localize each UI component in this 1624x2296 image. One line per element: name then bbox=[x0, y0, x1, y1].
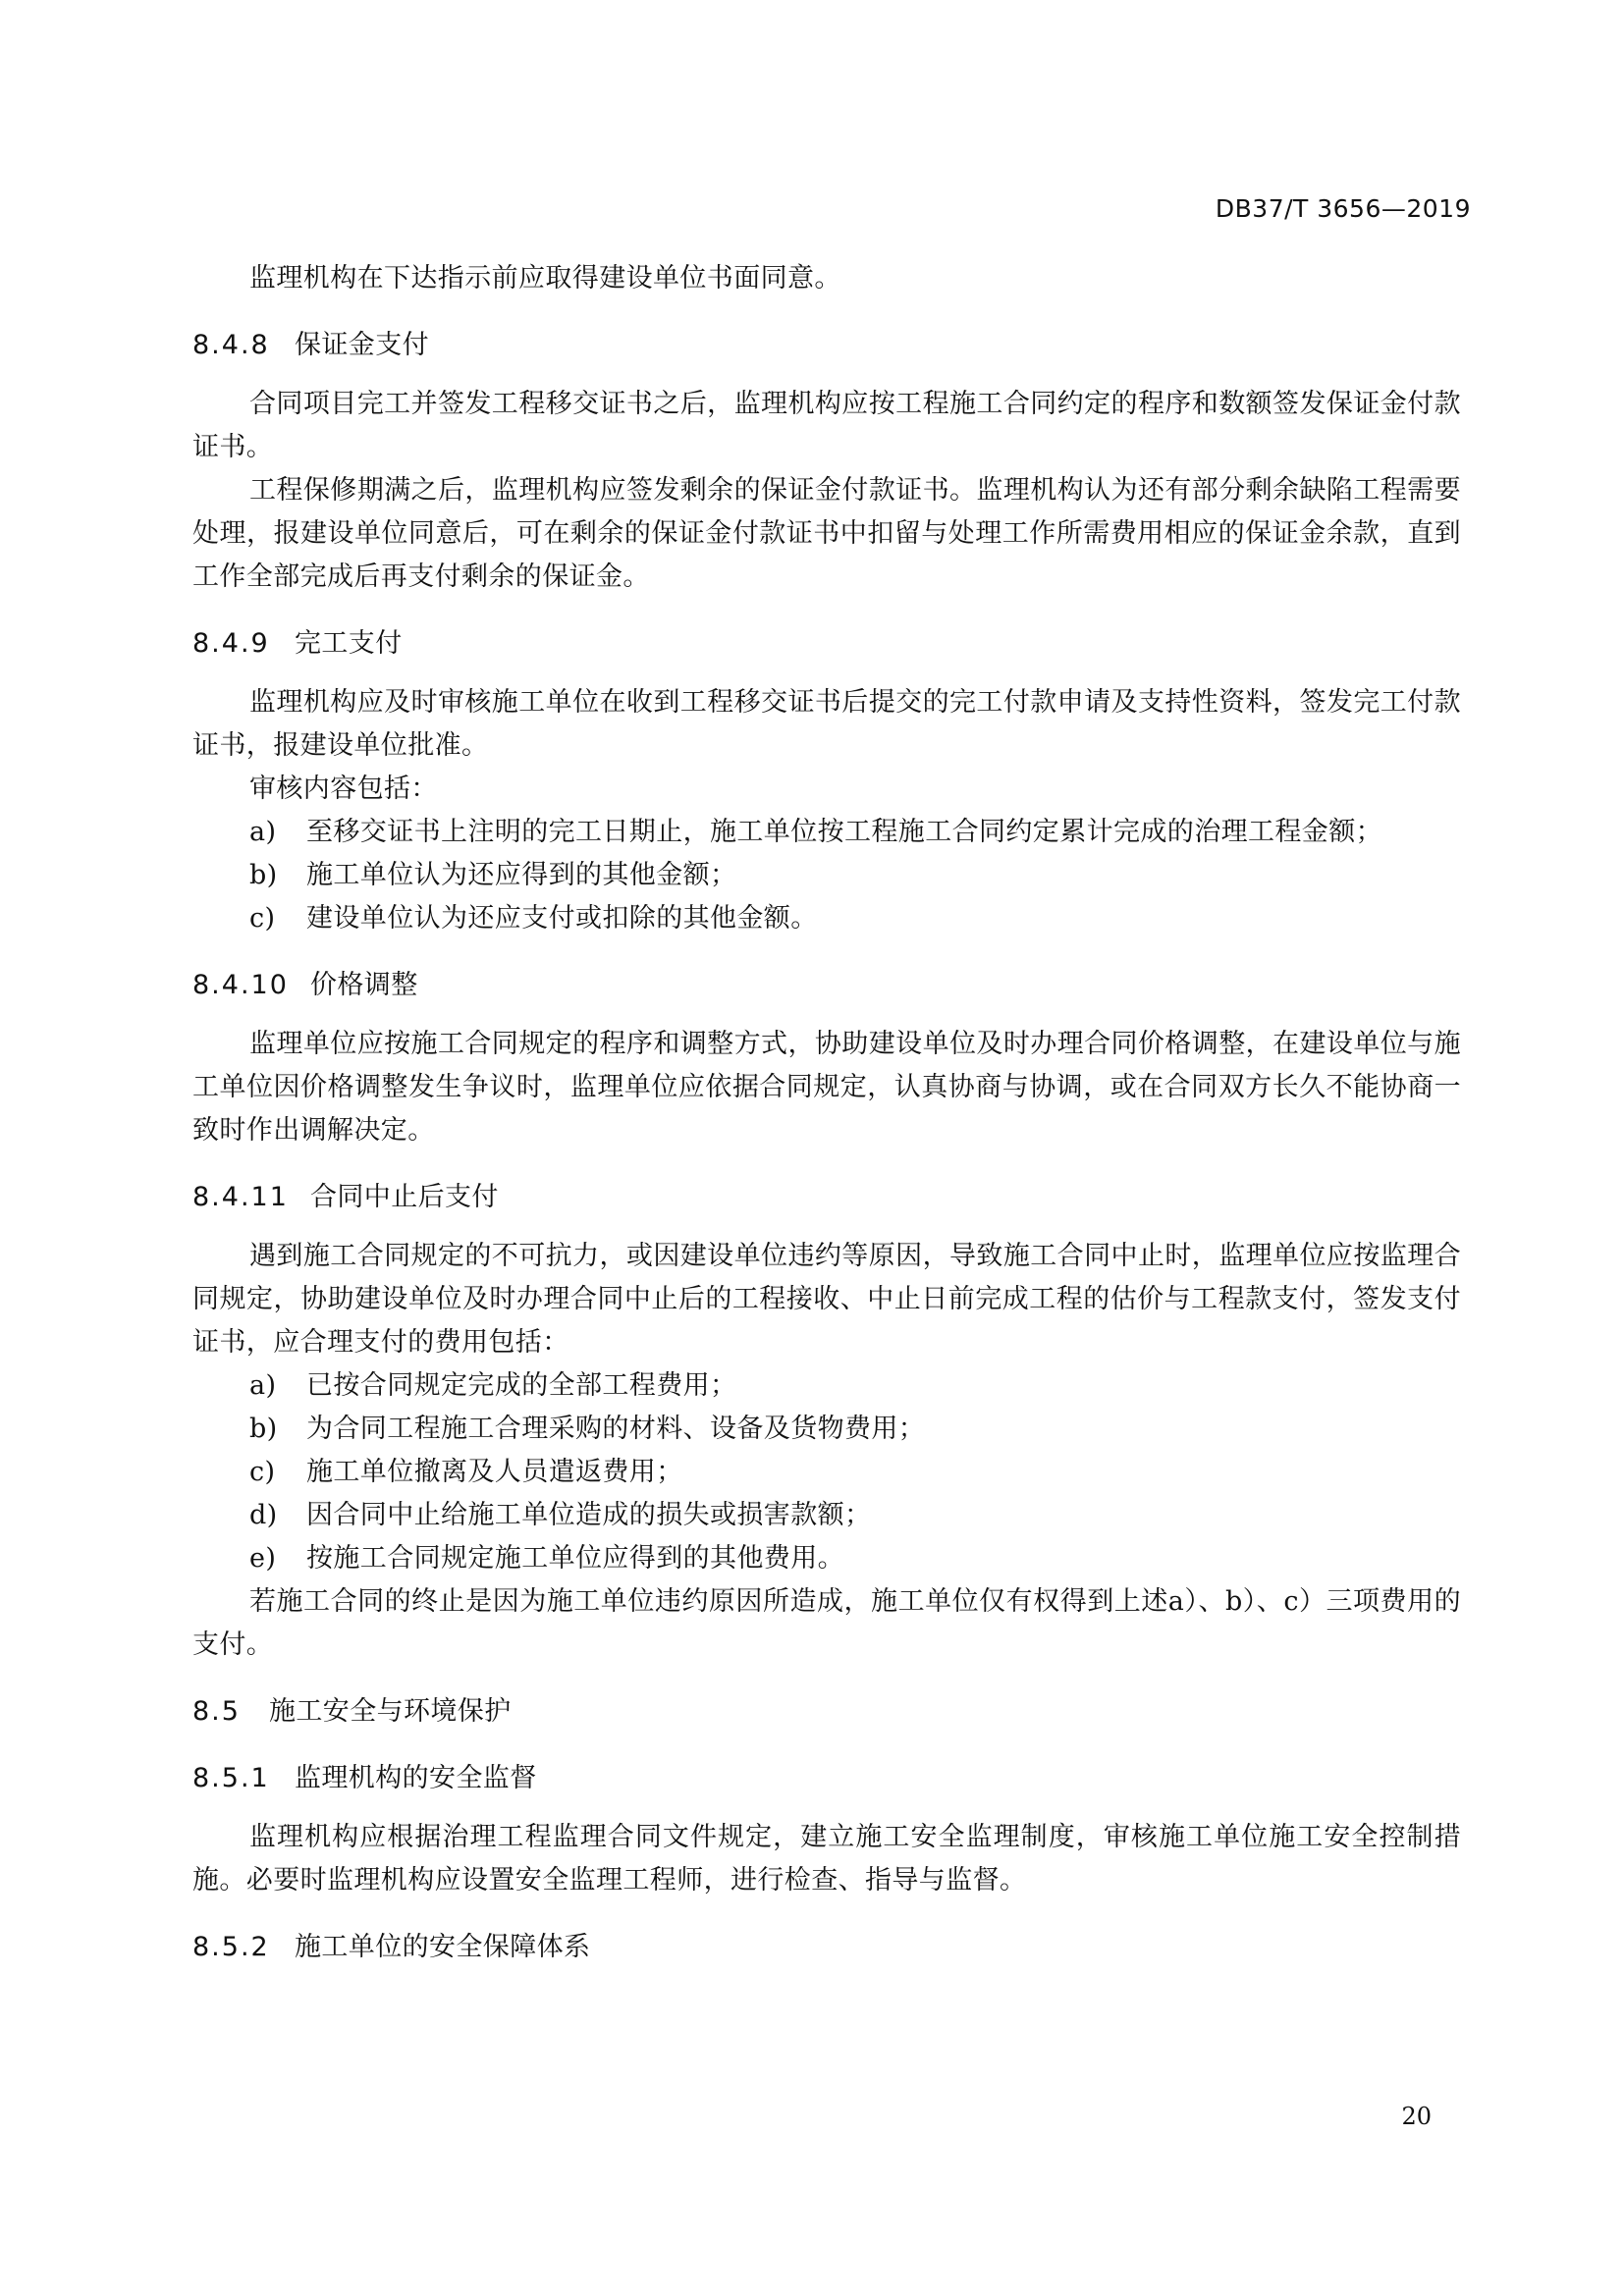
section-title: 监理机构的安全监督 bbox=[295, 1763, 537, 1793]
section-heading bbox=[192, 1690, 1461, 1734]
paragraph: 合同项目完工并签发工程移交证书之后，监理机构应按工程施工合同约定的程序和数额签发保证金付款证书。 bbox=[192, 389, 1461, 462]
section-number: 8.4.9 bbox=[192, 628, 270, 659]
list-item bbox=[192, 1408, 1461, 1451]
list-item-text: 按施工合同规定施工单位应得到的其他费用。 bbox=[306, 1543, 844, 1574]
list-item-text: 为合同工程施工合理采购的材料、设备及货物费用； bbox=[306, 1414, 926, 1444]
list-item bbox=[192, 897, 1461, 940]
paragraph: 遇到施工合同规定的不可抗力，或因建设单位违约等原因，导致施工合同中止时，监理单位应按监理合同规定，协助建设单位及时办理合同中止后的工程接收、中止日前完成工程的估价与工程款支付，签发支付证书，应合理支付的费用包括： bbox=[192, 1241, 1461, 1358]
list-marker: b) bbox=[249, 1414, 278, 1444]
section-title: 价格调整 bbox=[310, 970, 418, 1000]
list-item bbox=[192, 1451, 1461, 1494]
section-title: 施工安全与环境保护 bbox=[269, 1696, 512, 1727]
paragraph: 审核内容包括： bbox=[249, 774, 438, 804]
list-marker: d) bbox=[249, 1500, 278, 1530]
list-item-text: 因合同中止给施工单位造成的损失或损害款额； bbox=[306, 1500, 872, 1530]
paragraph: 监理单位应按施工合同规定的程序和调整方式，协助建设单位及时办理合同价格调整，在建设单位与施工单位因价格调整发生争议时，监理单位应依据合同规定，认真协商与协调，或在合同双方长久不能协商一致时作出调解决定。 bbox=[192, 1029, 1461, 1146]
list-item-text: 已按合同规定完成的全部工程费用； bbox=[306, 1370, 737, 1401]
section-heading bbox=[192, 1176, 1461, 1219]
section-title: 合同中止后支付 bbox=[310, 1182, 499, 1212]
list-item-text: 施工单位认为还应得到的其他金额； bbox=[306, 860, 737, 890]
section-heading bbox=[192, 964, 1461, 1007]
list-item bbox=[192, 854, 1461, 897]
paragraph: 监理机构在下达指示前应取得建设单位书面同意。 bbox=[249, 263, 841, 294]
list-item bbox=[192, 1494, 1461, 1537]
list-marker: a) bbox=[249, 1370, 277, 1401]
section-heading bbox=[192, 1757, 1461, 1800]
paragraph: 工程保修期满之后，监理机构应签发剩余的保证金付款证书。监理机构认为还有部分剩余缺陷工程需要处理，报建设单位同意后，可在剩余的保证金付款证书中扣留与处理工作所需费用相应的保证金余款，直到工作全部完成后再支付剩余的保证金。 bbox=[192, 475, 1461, 592]
section-number: 8.5.1 bbox=[192, 1763, 270, 1793]
list-item bbox=[192, 1537, 1461, 1580]
section-number: 8.5 bbox=[192, 1696, 241, 1727]
list-marker: a) bbox=[249, 817, 277, 847]
document-body bbox=[192, 257, 1461, 1985]
list-item bbox=[192, 1364, 1461, 1408]
section-title: 施工单位的安全保障体系 bbox=[295, 1932, 591, 1962]
section-number: 8.4.10 bbox=[192, 970, 289, 1000]
list-item bbox=[192, 811, 1461, 854]
list-marker: b) bbox=[249, 860, 278, 890]
section-heading bbox=[192, 622, 1461, 666]
page-number: 20 bbox=[1401, 2103, 1432, 2130]
section-number: 8.4.8 bbox=[192, 330, 270, 360]
list-marker: c) bbox=[249, 903, 276, 934]
list-item-text: 建设单位认为还应支付或扣除的其他金额。 bbox=[306, 903, 818, 934]
list-item-text: 施工单位撤离及人员遣返费用； bbox=[306, 1457, 683, 1487]
document-code: DB37/T 3656—2019 bbox=[1215, 194, 1471, 223]
section-heading bbox=[192, 324, 1461, 367]
paragraph: 若施工合同的终止是因为施工单位违约原因所造成，施工单位仅有权得到上述a）、b）、c）三项费用的支付。 bbox=[192, 1586, 1461, 1660]
section-heading bbox=[192, 1926, 1461, 1969]
section-number: 8.4.11 bbox=[192, 1182, 289, 1212]
list-item-text: 至移交证书上注明的完工日期止，施工单位按工程施工合同约定累计完成的治理工程金额； bbox=[306, 817, 1382, 847]
section-title: 保证金支付 bbox=[295, 330, 429, 360]
paragraph: 监理机构应及时审核施工单位在收到工程移交证书后提交的完工付款申请及支持性资料，签发完工付款证书，报建设单位批准。 bbox=[192, 687, 1461, 761]
paragraph: 监理机构应根据治理工程监理合同文件规定，建立施工安全监理制度，审核施工单位施工安全控制措施。必要时监理机构应设置安全监理工程师，进行检查、指导与监督。 bbox=[192, 1822, 1461, 1896]
section-number: 8.5.2 bbox=[192, 1932, 270, 1962]
section-title: 完工支付 bbox=[295, 628, 403, 659]
list-marker: c) bbox=[249, 1457, 276, 1487]
list-marker: e) bbox=[249, 1543, 277, 1574]
